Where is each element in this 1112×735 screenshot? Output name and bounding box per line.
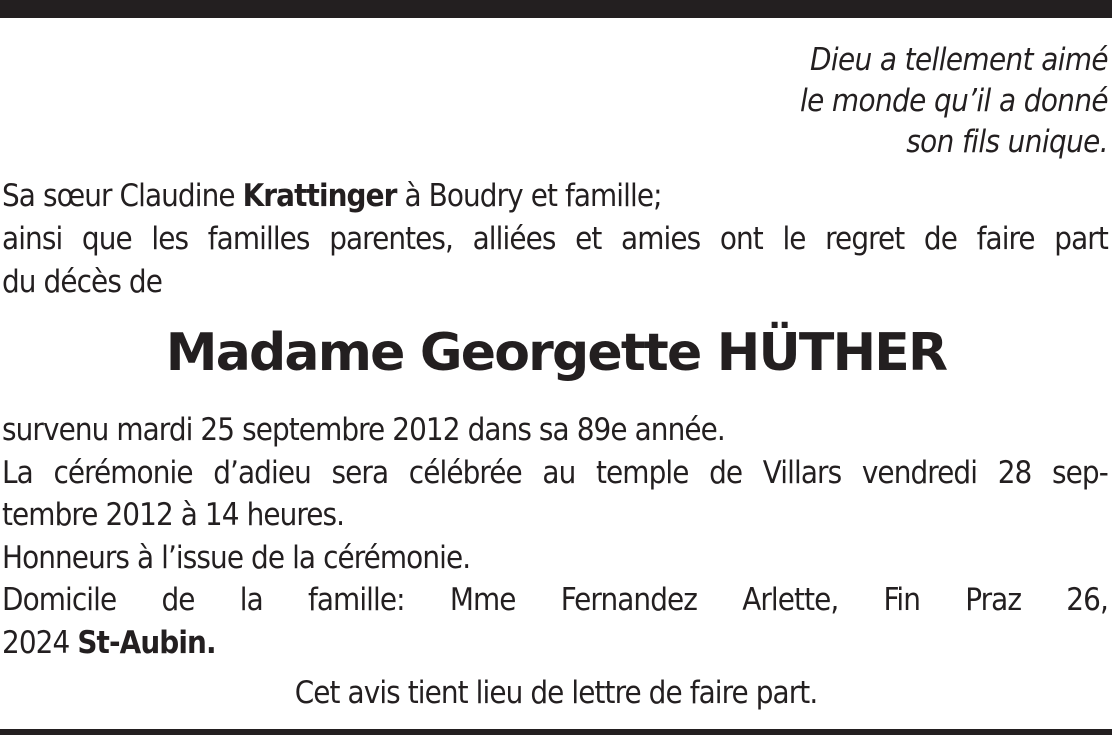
justified-word: faire xyxy=(976,221,1035,257)
announcement-line-justified xyxy=(2,218,1108,261)
details-line: tembre 2012 à 14 heures. xyxy=(2,497,345,533)
justified-word: familles xyxy=(207,221,310,257)
details-line-justified xyxy=(2,452,1108,495)
justified-word: regret xyxy=(825,221,905,257)
announcement-line: du décès de xyxy=(2,264,162,300)
justified-word: Mme xyxy=(449,582,516,618)
announcement-text: Sa sœur Claudine xyxy=(2,178,243,214)
justified-word: sep- xyxy=(1052,454,1108,491)
epigraph-line: le monde qu’il a donné xyxy=(799,83,1108,119)
justified-word: Domicile xyxy=(2,582,117,618)
details-line: Honneurs à l’issue de la cérémonie. xyxy=(2,539,471,576)
justified-word: de xyxy=(923,221,957,257)
justified-word: part xyxy=(1054,221,1108,257)
deceased-name-heading: Madame Georgette HÜTHER xyxy=(165,323,947,383)
epigraph-line: son fils unique. xyxy=(906,124,1108,160)
postcode-text: 2024 xyxy=(2,624,78,661)
justified-word: de xyxy=(161,582,195,618)
justified-word: parentes, xyxy=(329,221,453,257)
justified-word: cérémonie xyxy=(53,454,193,491)
justified-word: famille: xyxy=(307,582,405,618)
justified-word: 26, xyxy=(1066,582,1108,618)
justified-word: alliées xyxy=(472,221,556,257)
justified-word: les xyxy=(151,221,189,257)
justified-word: ainsi xyxy=(2,221,63,257)
justified-word: sera xyxy=(331,454,389,491)
justified-word: Arlette, xyxy=(742,582,839,618)
justified-word: Fin xyxy=(883,582,921,618)
locality-name: St-Aubin. xyxy=(77,624,216,661)
justified-word: le xyxy=(782,221,806,257)
justified-word: La xyxy=(2,454,33,491)
justified-word: Villars xyxy=(762,454,842,491)
details-line: survenu mardi 25 septembre 2012 dans sa 89e année. xyxy=(2,412,725,448)
funeral-details xyxy=(2,409,1108,664)
justified-word: que xyxy=(81,221,132,257)
family-announcement xyxy=(2,175,1108,304)
justified-word: Fernandez xyxy=(560,582,698,618)
justified-word: temple xyxy=(596,454,689,491)
justified-word: la xyxy=(239,582,263,618)
announcement-line xyxy=(2,175,1108,218)
family-name: Krattinger xyxy=(242,178,397,214)
justified-word: Praz xyxy=(965,582,1022,618)
justified-word: célébrée xyxy=(408,454,522,491)
details-line xyxy=(2,622,1108,665)
justified-word: vendredi xyxy=(861,454,978,491)
justified-word: de xyxy=(709,454,743,491)
bottom-border-rule xyxy=(0,729,1112,735)
top-border-rule xyxy=(0,0,1112,18)
details-line-justified xyxy=(2,579,1108,622)
justified-word: et xyxy=(575,221,602,257)
epigraph-line: Dieu a tellement aimé xyxy=(809,42,1108,78)
bible-verse-epigraph xyxy=(508,40,1108,163)
announcement-text: à Boudry et famille; xyxy=(396,178,662,214)
closing-notice: Cet avis tient lieu de lettre de faire part. xyxy=(294,675,818,711)
justified-word: amies xyxy=(621,221,701,257)
justified-word: d’adieu xyxy=(213,454,311,491)
justified-word: ont xyxy=(719,221,763,257)
justified-word: au xyxy=(542,454,576,491)
justified-word: 28 xyxy=(997,454,1032,491)
